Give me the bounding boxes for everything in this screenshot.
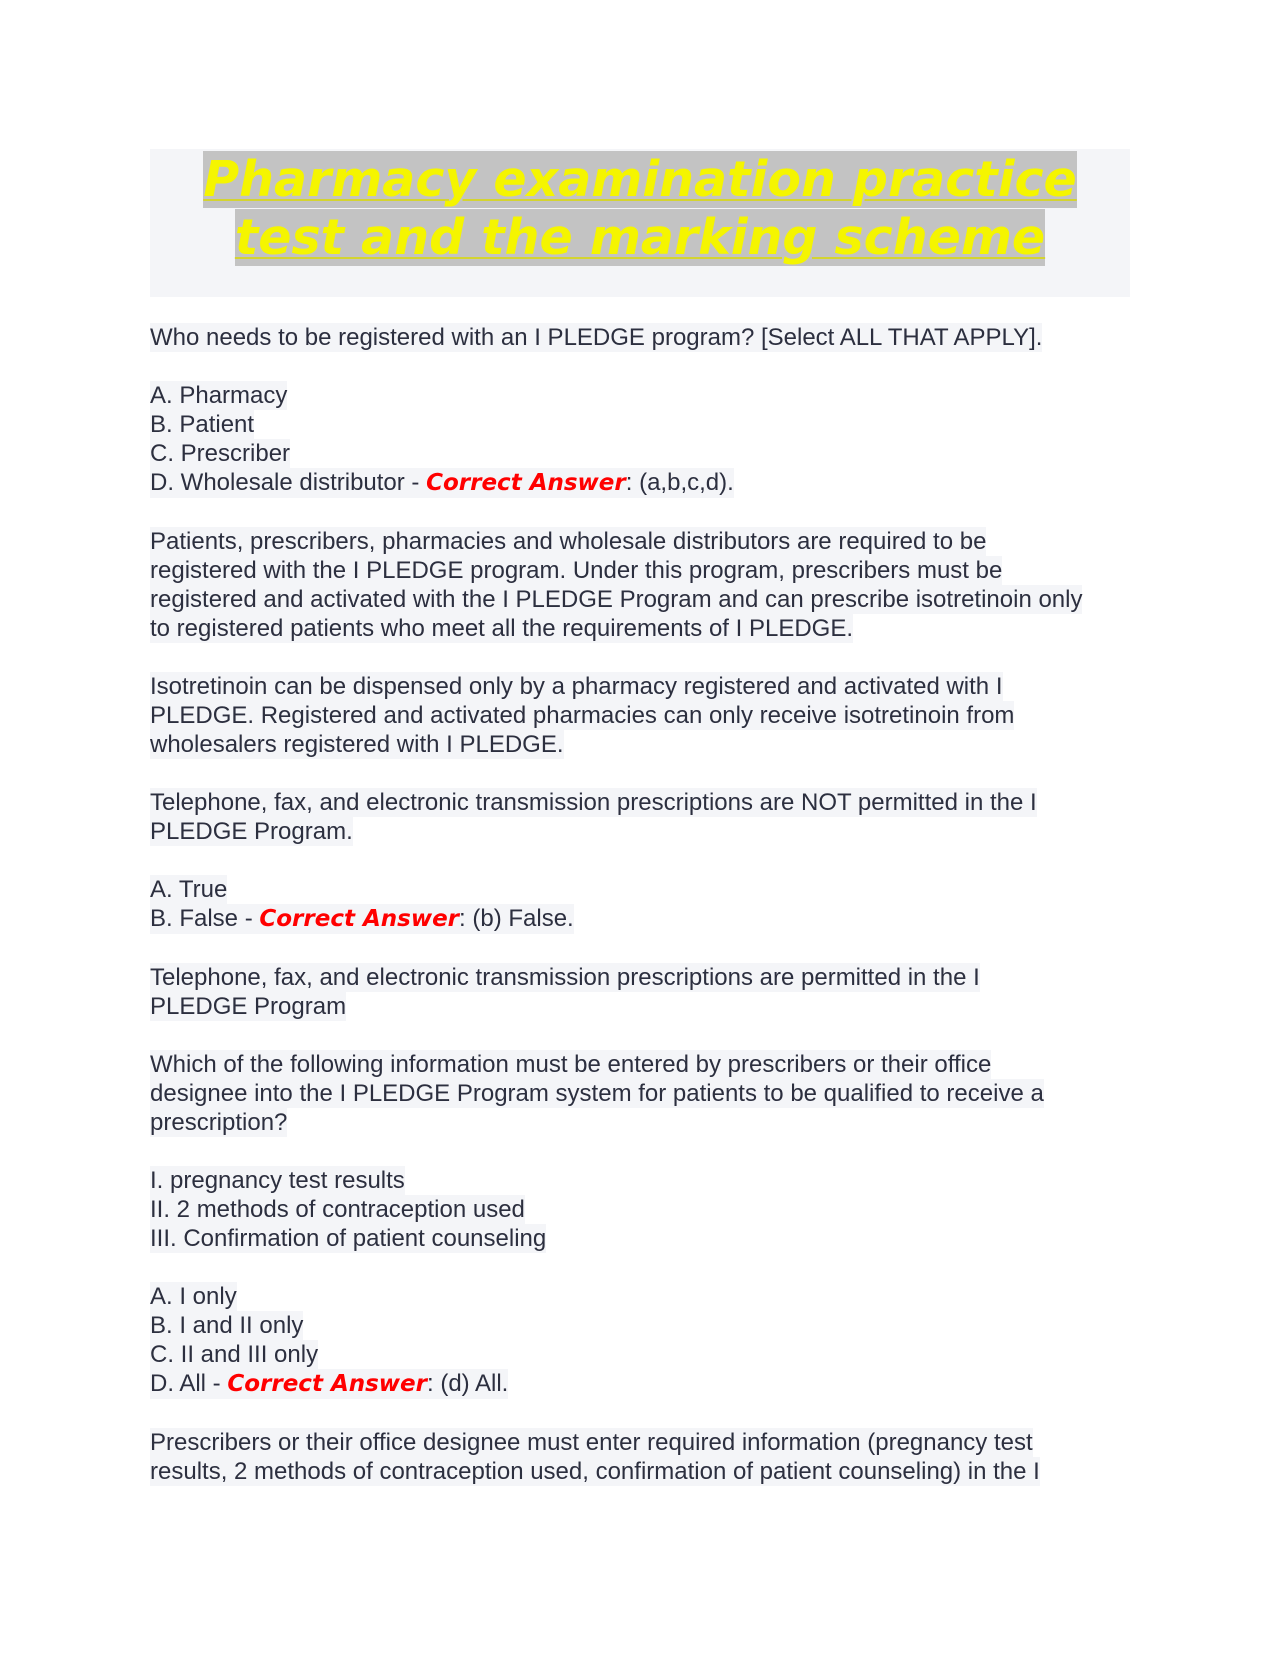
text-line: Patients, prescribers, pharmacies and wholesale distributors are required to be xyxy=(150,528,987,555)
option-b-with-answer xyxy=(150,904,574,934)
statement-ii: II. 2 methods of contraception used xyxy=(150,1196,525,1223)
q3-question xyxy=(150,1050,1130,1137)
option-c: C. II and III only xyxy=(150,1341,319,1368)
question-line: designee into the I PLEDGE Program system for patients to be qualified to receive a xyxy=(150,1080,1044,1107)
answer-value: : (d) All. xyxy=(427,1370,509,1397)
document-page xyxy=(150,149,1130,1515)
text-line: registered with the I PLEDGE program. Under this program, prescribers must be xyxy=(150,557,1003,584)
q3-options xyxy=(150,1282,1130,1399)
document-content xyxy=(150,323,1130,1486)
text-line: registered and activated with the I PLEDGE Program and can prescribe isotretinoin only xyxy=(150,586,1083,613)
text-line: results, 2 methods of contraception used, confirmation of patient counseling) in the I xyxy=(150,1458,1040,1485)
title-block xyxy=(150,149,1130,297)
option-b: B. I and II only xyxy=(150,1312,304,1339)
option-a: A. I only xyxy=(150,1283,237,1310)
option-d: D. Wholesale distributor - xyxy=(150,469,427,496)
q2-options xyxy=(150,875,1130,934)
q2-question xyxy=(150,788,1130,846)
document-title xyxy=(150,151,1130,267)
title-line-2: test and the marking scheme xyxy=(234,209,1046,266)
option-a: A. True xyxy=(150,876,228,903)
question-line: Telephone, fax, and electronic transmission prescriptions are NOT permitted in the I xyxy=(150,789,1037,816)
q2-explanation xyxy=(150,963,1130,1021)
answer-value: : (a,b,c,d). xyxy=(625,469,734,496)
q1-options xyxy=(150,381,1130,498)
question-line: prescription? xyxy=(150,1109,288,1136)
option-c: C. Prescriber xyxy=(150,440,291,467)
statement-iii: III. Confirmation of patient counseling xyxy=(150,1225,547,1252)
option-d: D. All - xyxy=(150,1370,228,1397)
title-line-1: Pharmacy examination practice xyxy=(203,151,1077,208)
option-d-with-answer xyxy=(150,1369,508,1399)
option-a: A. Pharmacy xyxy=(150,382,288,409)
question-line: PLEDGE Program. xyxy=(150,818,353,845)
option-d-with-answer xyxy=(150,468,734,498)
text-line: Prescribers or their office designee must enter required information (pregnancy test xyxy=(150,1429,1033,1456)
q1-explanation-1 xyxy=(150,527,1130,643)
question-line: Who needs to be registered with an I PLEDGE program? [Select ALL THAT APPLY]. xyxy=(150,324,1043,351)
q1-explanation-2 xyxy=(150,672,1130,759)
text-line: Isotretinoin can be dispensed only by a pharmacy registered and activated with I xyxy=(150,673,1003,700)
correct-answer-label: Correct Answer xyxy=(227,1371,427,1397)
option-b: B. False - xyxy=(150,905,260,932)
question-line: Which of the following information must be entered by prescribers or their office xyxy=(150,1051,992,1078)
correct-answer-label: Correct Answer xyxy=(426,470,626,496)
statement-i: I. pregnancy test results xyxy=(150,1167,405,1194)
text-line: Telephone, fax, and electronic transmission prescriptions are permitted in the I xyxy=(150,964,980,991)
q3-statements xyxy=(150,1166,1130,1253)
text-line: PLEDGE. Registered and activated pharmacies can only receive isotretinoin from xyxy=(150,702,1015,729)
correct-answer-label: Correct Answer xyxy=(259,906,460,932)
q1-question xyxy=(150,323,1130,352)
answer-value: : (b) False. xyxy=(459,905,574,932)
option-b: B. Patient xyxy=(150,411,255,438)
text-line: PLEDGE Program xyxy=(150,993,347,1020)
text-line: to registered patients who meet all the requirements of I PLEDGE. xyxy=(150,615,854,642)
q3-explanation xyxy=(150,1428,1130,1486)
text-line: wholesalers registered with I PLEDGE. xyxy=(150,731,564,758)
